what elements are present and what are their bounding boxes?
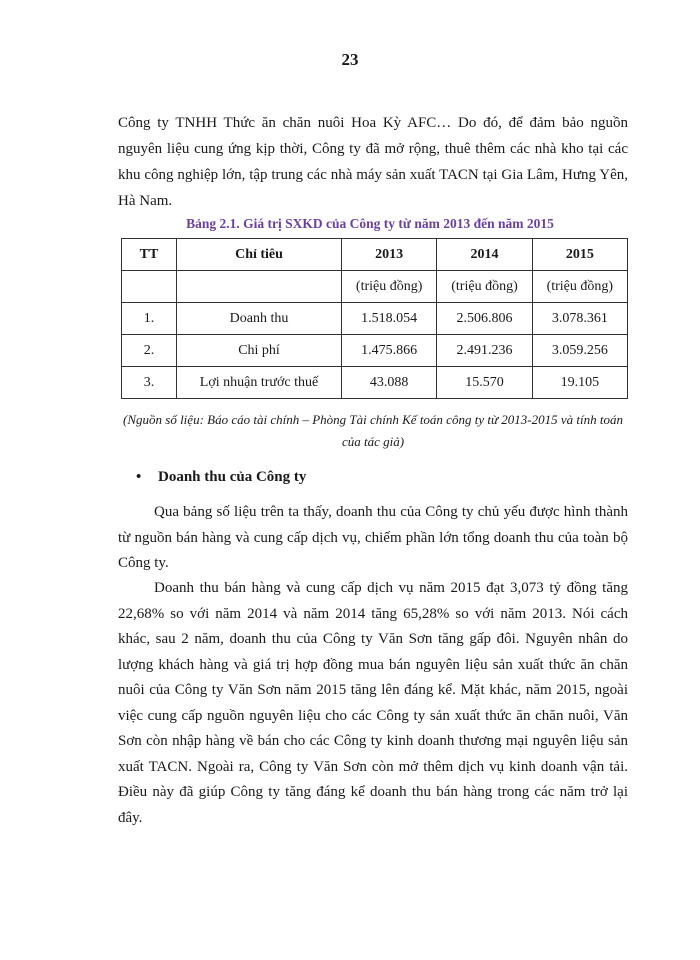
paragraph-revenue-detail: Doanh thu bán hàng và cung cấp dịch vụ năm 2015 đạt 3,073 tỷ đồng tăng 22,68% so với năm 2014 và năm 2014 tăng 65,28% so với năm 2013. Nói cách khác, sau 2 năm, doanh thu của Công ty Văn Sơn tăng gấp đôi. Nguyên nhân do lượng khách hàng và giá trị hợp đồng mua bán nguyên liệu sản xuất thức ăn chăn nuôi của Công ty Văn Sơn năm 2015 tăng lên đáng kể. Mặt khác, năm 2015, ngoài việc cung cấp nguồn nguyên liệu cho các Công ty sản xuất thức ăn chăn nuôi, Văn Sơn còn nhập hàng về bán cho các Công ty kinh doanh thương mại nguyên liệu sản xuất TACN. Ngoài ra, Công ty Văn Sơn còn mở thêm dịch vụ kinh doanh vận tải. Điều này đã giúp Công ty tăng đáng kể doanh thu bán hàng trong các năm trở lại đây. (118, 580, 628, 826)
table-row (122, 367, 628, 399)
table-unit-row (122, 271, 628, 303)
table-cell: Chi phí (177, 335, 342, 367)
unit-cell: (triệu đồng) (532, 271, 627, 303)
table-cell: 3. (122, 367, 177, 399)
bullet-icon: • (136, 469, 142, 485)
table-cell: 2.506.806 (437, 303, 532, 335)
source-note: (Nguồn số liệu: Báo cáo tài chính – Phòng Tài chính Kế toán công ty từ 2013-2015 và tính toán của tác giả) (123, 412, 623, 449)
section-heading (136, 469, 306, 486)
table-cell: Lợi nhuận trước thuế (177, 367, 342, 399)
unit-cell: (triệu đồng) (437, 271, 532, 303)
unit-cell: (triệu đồng) (342, 271, 437, 303)
table-header-row (122, 239, 628, 271)
table-row (122, 335, 628, 367)
table-cell: 3.078.361 (532, 303, 627, 335)
header-2014: 2014 (437, 239, 532, 271)
table-cell: Doanh thu (177, 303, 342, 335)
unit-cell (122, 271, 177, 303)
header-2015: 2015 (532, 239, 627, 271)
table-cell: 2.491.236 (437, 335, 532, 367)
table-cell: 2. (122, 335, 177, 367)
table-cell: 1.518.054 (342, 303, 437, 335)
table-caption: Bảng 2.1. Giá trị SXKD của Công ty từ năm 2013 đến năm 2015 (186, 216, 554, 231)
unit-cell (177, 271, 342, 303)
page-number: 23 (341, 50, 359, 69)
table-cell: 19.105 (532, 367, 627, 399)
table-row (122, 303, 628, 335)
table-cell: 43.088 (342, 367, 437, 399)
table-cell: 1.475.866 (342, 335, 437, 367)
table-cell: 3.059.256 (532, 335, 627, 367)
table-cell: 15.570 (437, 367, 532, 399)
header-tt: TT (122, 239, 177, 271)
section-heading-text: Doanh thu của Công ty (158, 469, 307, 485)
header-2013: 2013 (342, 239, 437, 271)
table-cell: 1. (122, 303, 177, 335)
header-chi-tieu: Chỉ tiêu (177, 239, 342, 271)
paragraph-revenue-summary: Qua bảng số liệu trên ta thấy, doanh thu của Công ty chủ yếu được hình thành từ nguồn bán hàng và cung cấp dịch vụ, chiếm phần lớn tổng doanh thu của toàn bộ Công ty. (118, 504, 628, 571)
financial-table (121, 238, 628, 399)
intro-paragraph: Công ty TNHH Thức ăn chăn nuôi Hoa Kỳ AFC… Do đó, để đảm bảo nguồn nguyên liệu cung ứng kịp thời, Công ty đã mở rộng, thuê thêm các nhà kho tại các khu công nghiệp lớn, tập trung các nhà máy sản xuất TACN tại Gia Lâm, Hưng Yên, Hà Nam. (118, 115, 628, 209)
